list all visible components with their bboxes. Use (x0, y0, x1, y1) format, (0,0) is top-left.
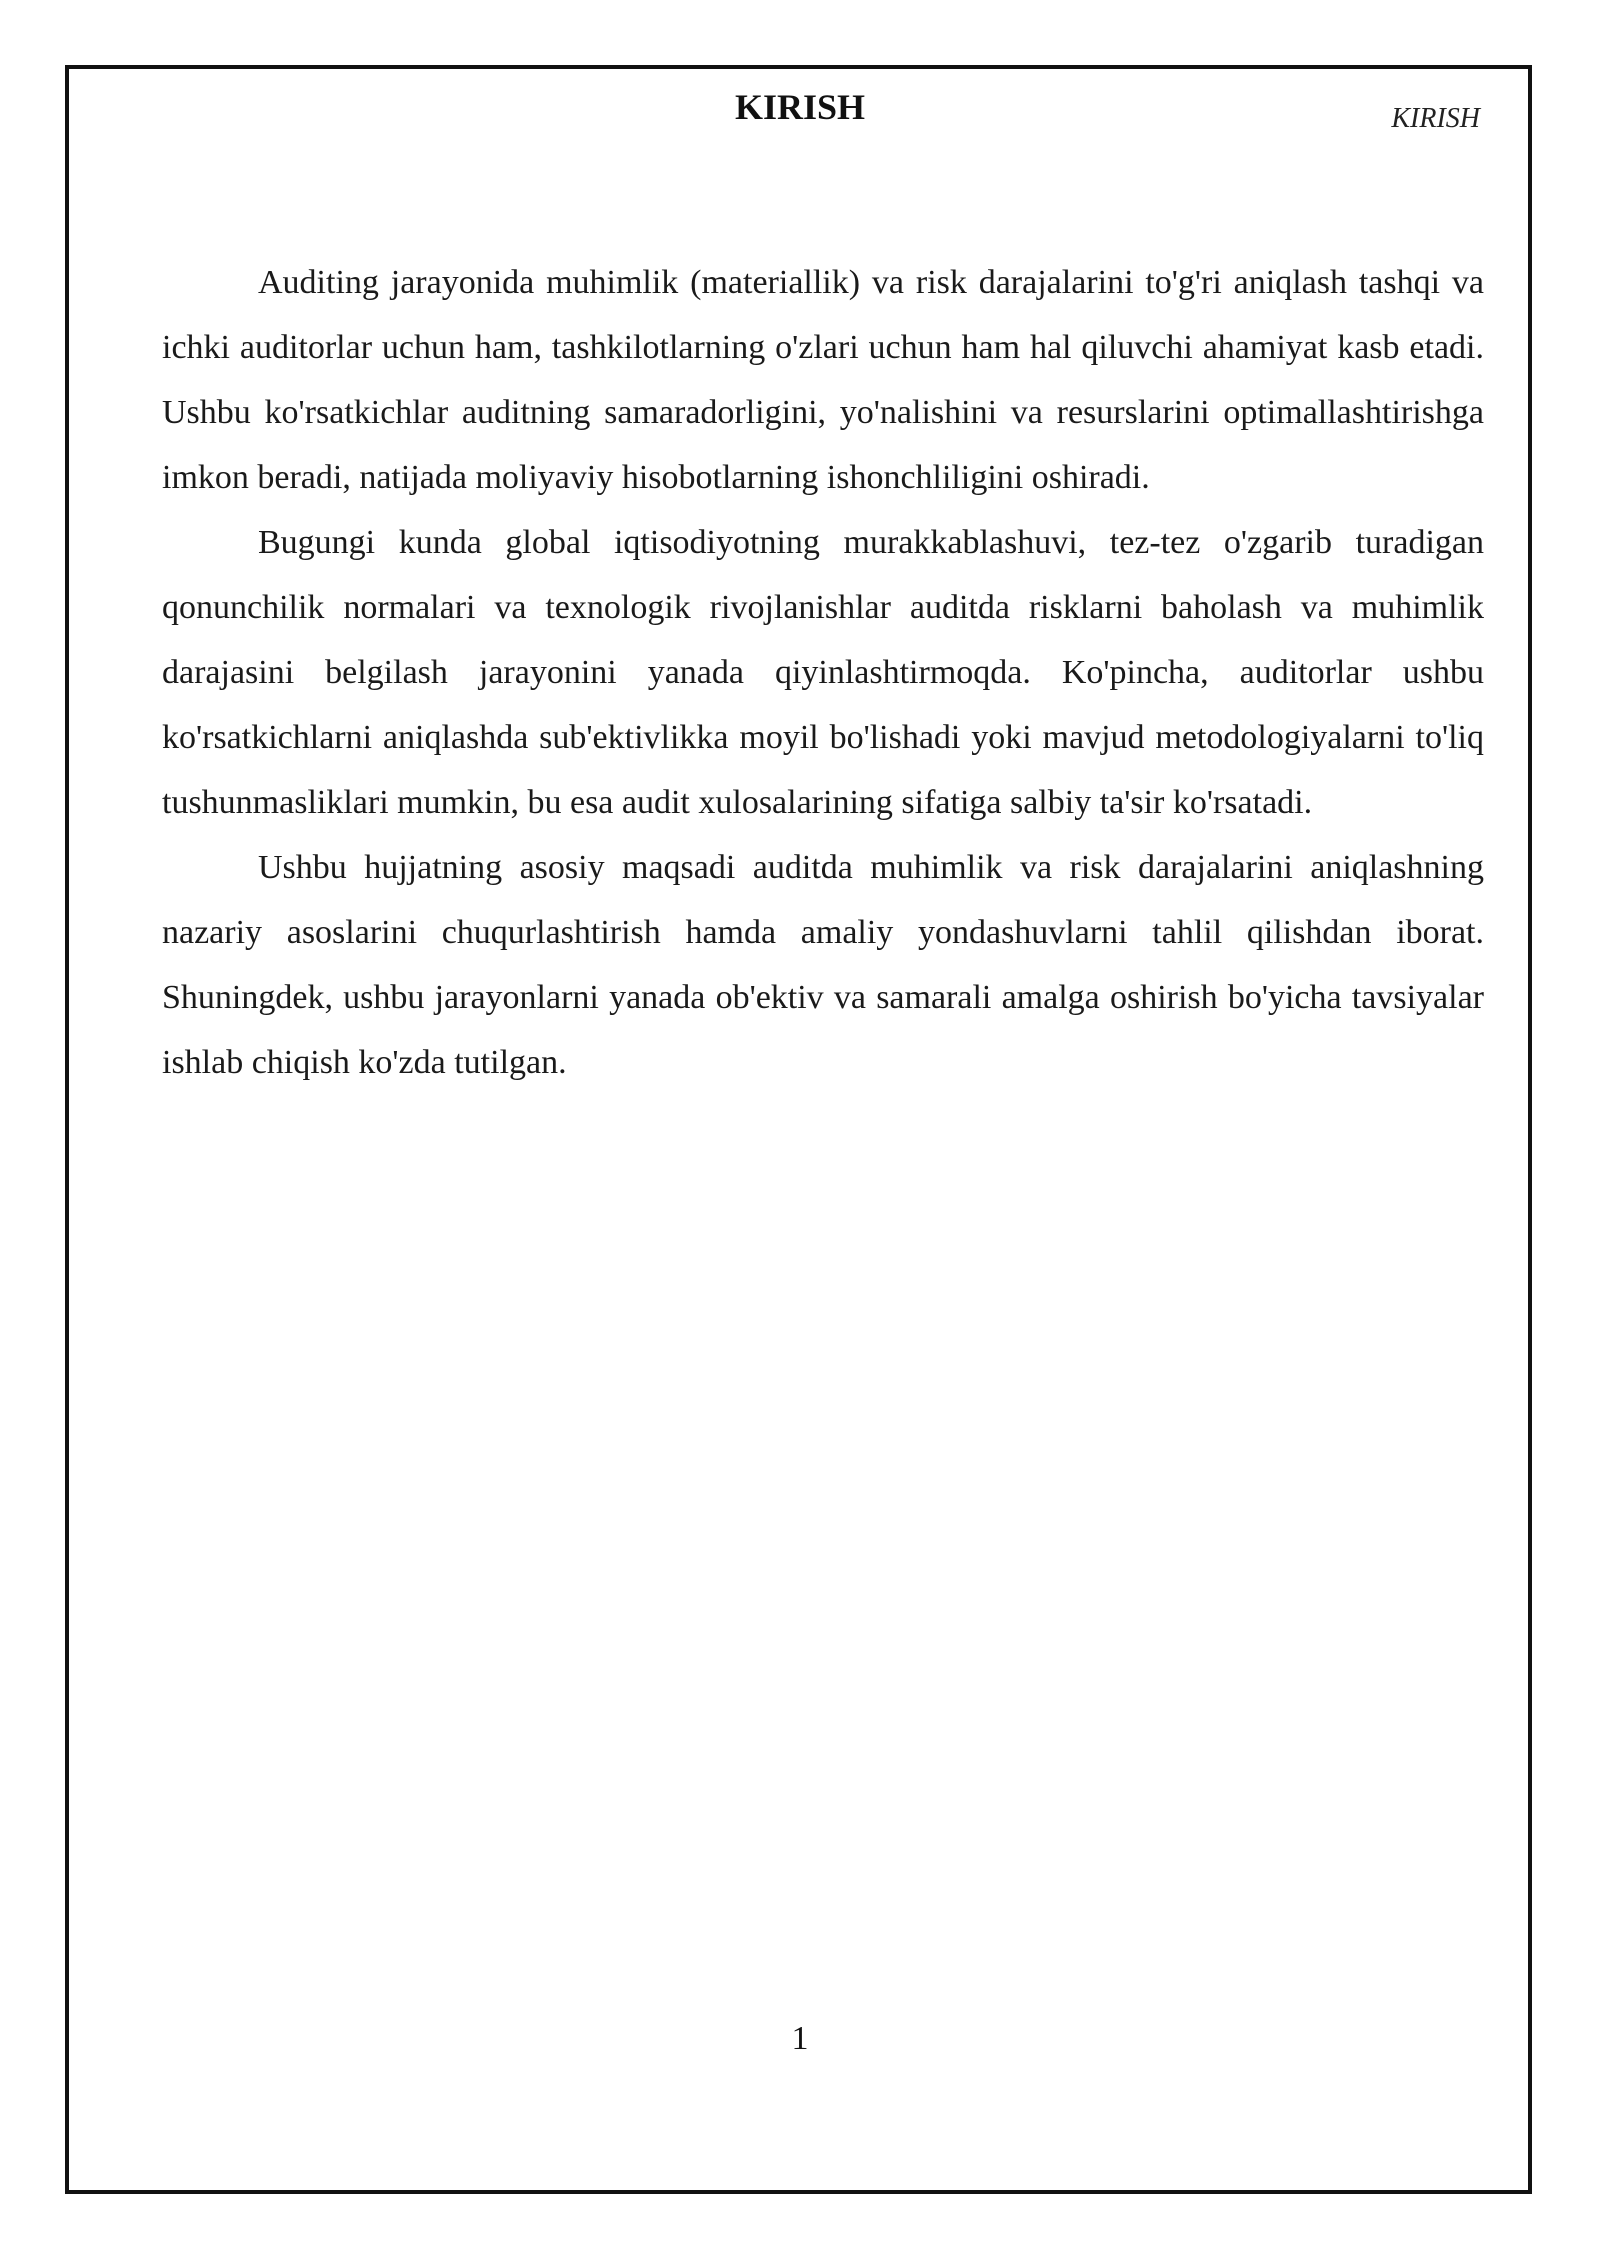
page-number: 1 (791, 2020, 809, 2057)
paragraph-2: Bugungi kunda global iqtisodiyotning murakkablashuvi, tez-tez o'zgarib turadigan qonunchilik normalari va texnologik rivojlanishlar auditda risklarni baholash va muhimlik darajasini belgilash jarayonini yanada qiyinlashtirmoqda. Ko'pincha, auditorlar ushbu ko'rsatkichlarni aniqlashda sub'ektivlikka moyil bo'lishadi yoki mavjud metodologiyalarni to'liq tushunmasliklari mumkin, bu esa audit xulosalarining sifatiga salbiy ta'sir ko'rsatadi. (162, 524, 1484, 821)
paragraph-3: Ushbu hujjatning asosiy maqsadi auditda muhimlik va risk darajalarini aniqlashning nazariy asoslarini chuqurlashtirish hamda amaliy yondashuvlarni tahlil qilishdan iborat. Shuningdek, ushbu jarayonlarni yanada ob'ektiv va samarali amalga oshirish bo'yicha tavsiyalar ishlab chiqish ko'zda tutilgan. (162, 849, 1484, 1081)
running-header: KIRISH (1391, 103, 1480, 134)
document-body (162, 250, 1484, 1095)
page-title: KIRISH (734, 87, 866, 127)
paragraph-1: Auditing jarayonida muhimlik (materiallik) va risk darajalarini to'g'ri aniqlash tashqi va ichki auditorlar uchun ham, tashkilotlarning o'zlari uchun ham hal qiluvchi ahamiyat kasb etadi. Ushbu ko'rsatkichlar auditning samaradorligini, yo'nalishini va resurslarini optimallashtirishga imkon beradi, natijada moliyaviy hisobotlarning ishonchliligini oshiradi. (162, 264, 1484, 496)
